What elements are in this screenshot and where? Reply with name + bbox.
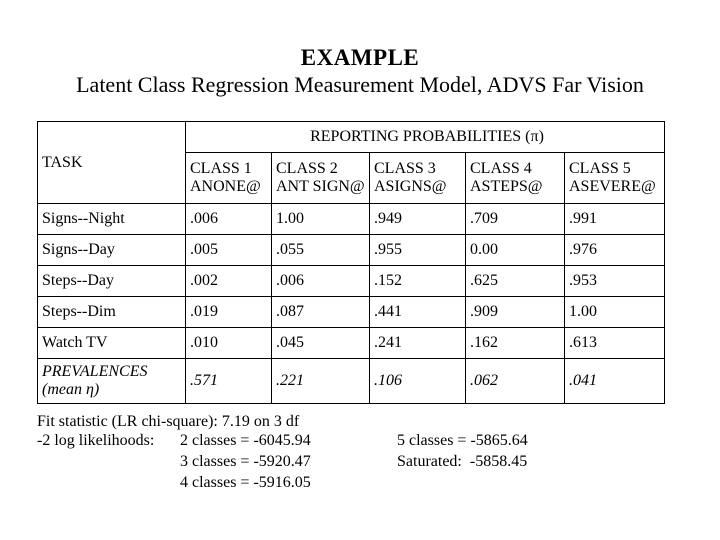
value-cell: .441 [370,297,466,328]
value-cell: .625 [466,266,565,297]
task-cell: Signs--Night [38,204,186,235]
value-cell: .010 [186,328,272,359]
class-header [186,153,272,204]
probabilities-table [37,121,665,404]
fit-statistic: Fit statistic (LR chi-square): 7.19 on 3 df [37,413,300,430]
task-cell: Steps--Dim [38,297,186,328]
class-header [565,153,665,204]
prevalence-label-line1: PREVALENCES [42,363,148,380]
group-header: REPORTING PROBABILITIES (π) [186,122,665,153]
class-header [466,153,565,204]
prevalence-cell: .062 [466,359,565,404]
value-cell: .976 [565,235,665,266]
loglik-3-classes: 3 classes = -5920.47 [180,453,311,470]
value-cell: 1.00 [272,204,370,235]
value-cell: .002 [186,266,272,297]
class-desc: ANT SIGN@ [276,178,365,195]
prevalence-cell: .571 [186,359,272,404]
loglik-label: -2 log likelihoods: [37,432,155,449]
class-desc: ASIGNS@ [374,178,447,195]
table-row [38,204,665,235]
class-name: CLASS 2 [276,160,338,177]
class-desc: ASTEPS@ [470,178,543,195]
slide-subtitle: Latent Class Regression Measurement Model, ADVS Far Vision [76,72,644,97]
value-cell: .152 [370,266,466,297]
value-cell: .909 [466,297,565,328]
value-cell: 1.00 [565,297,665,328]
prevalence-row [38,359,665,404]
value-cell: .019 [186,297,272,328]
value-cell: .087 [272,297,370,328]
task-cell: Steps--Day [38,266,186,297]
table-row [38,297,665,328]
value-cell: .991 [565,204,665,235]
table-row [38,328,665,359]
value-cell: .613 [565,328,665,359]
slide-title: EXAMPLE [300,45,420,70]
class-name: CLASS 4 [470,160,532,177]
prevalence-label-line2: (mean η) [42,381,100,398]
task-cell: Watch TV [38,328,186,359]
prevalence-cell: .041 [565,359,665,404]
table-header-row [38,122,665,153]
loglik-saturated: Saturated: -5858.45 [397,453,528,470]
loglik-2-classes: 2 classes = -6045.94 [180,432,311,449]
class-name: CLASS 1 [190,160,252,177]
prevalence-cell: .221 [272,359,370,404]
loglik-5-classes: 5 classes = -5865.64 [397,432,528,449]
value-cell: 0.00 [466,235,565,266]
prevalence-label [38,359,186,404]
class-desc: ASEVERE@ [569,178,656,195]
value-cell: .006 [186,204,272,235]
value-cell: .949 [370,204,466,235]
loglik-4-classes: 4 classes = -5916.05 [180,474,311,491]
table-row [38,235,665,266]
task-header: TASK [38,122,186,204]
table-row [38,266,665,297]
value-cell: .162 [466,328,565,359]
value-cell: .006 [272,266,370,297]
value-cell: .953 [565,266,665,297]
class-name: CLASS 5 [569,160,631,177]
value-cell: .055 [272,235,370,266]
class-name: CLASS 3 [374,160,436,177]
value-cell: .955 [370,235,466,266]
task-cell: Signs--Day [38,235,186,266]
class-desc: ANONE@ [190,178,261,195]
value-cell: .241 [370,328,466,359]
class-header [370,153,466,204]
value-cell: .005 [186,235,272,266]
value-cell: .709 [466,204,565,235]
class-header [272,153,370,204]
value-cell: .045 [272,328,370,359]
prevalence-cell: .106 [370,359,466,404]
